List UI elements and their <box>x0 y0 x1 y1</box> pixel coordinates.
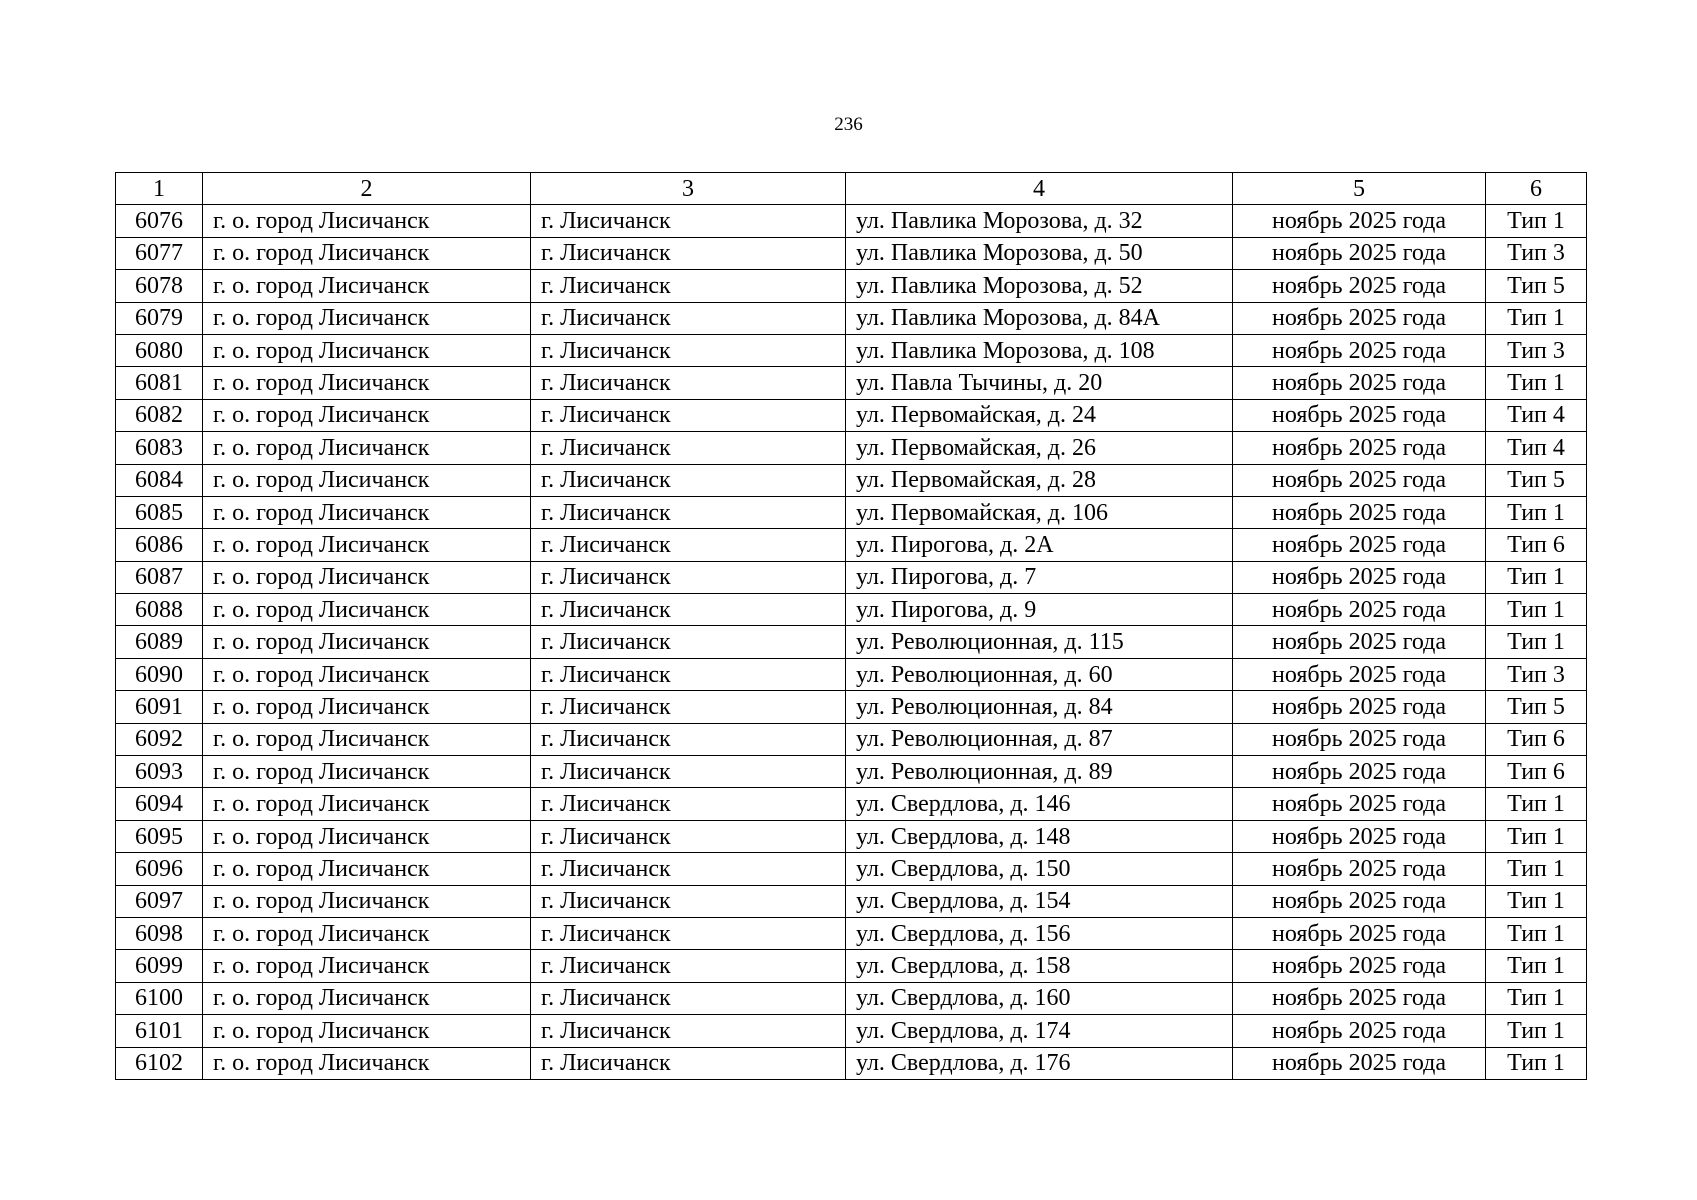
date-cell: ноябрь 2025 года <box>1233 950 1486 982</box>
table-row <box>116 917 1587 949</box>
address-cell: ул. Свердлова, д. 154 <box>846 885 1233 917</box>
address-cell: ул. Пирогова, д. 7 <box>846 561 1233 593</box>
municipality-cell: г. о. город Лисичанск <box>203 820 531 852</box>
date-cell: ноябрь 2025 года <box>1233 982 1486 1014</box>
table-body <box>116 205 1587 1080</box>
table-row <box>116 529 1587 561</box>
type-cell: Тип 1 <box>1486 367 1587 399</box>
table-row <box>116 399 1587 431</box>
date-cell: ноябрь 2025 года <box>1233 1015 1486 1047</box>
type-cell: Тип 5 <box>1486 270 1587 302</box>
locality-cell: г. Лисичанск <box>531 885 846 917</box>
municipality-cell: г. о. город Лисичанск <box>203 367 531 399</box>
table-header <box>116 173 1587 205</box>
locality-cell: г. Лисичанск <box>531 626 846 658</box>
type-cell: Тип 1 <box>1486 496 1587 528</box>
municipality-cell: г. о. город Лисичанск <box>203 723 531 755</box>
table-row <box>116 788 1587 820</box>
date-cell: ноябрь 2025 года <box>1233 594 1486 626</box>
address-cell: ул. Первомайская, д. 26 <box>846 432 1233 464</box>
municipality-cell: г. о. город Лисичанск <box>203 756 531 788</box>
row-number-cell: 6085 <box>116 496 203 528</box>
type-cell: Тип 4 <box>1486 432 1587 464</box>
table-row <box>116 594 1587 626</box>
address-cell: ул. Павлика Морозова, д. 84А <box>846 302 1233 334</box>
date-cell: ноябрь 2025 года <box>1233 302 1486 334</box>
locality-cell: г. Лисичанск <box>531 367 846 399</box>
address-cell: ул. Первомайская, д. 106 <box>846 496 1233 528</box>
date-cell: ноябрь 2025 года <box>1233 917 1486 949</box>
column-header-5: 5 <box>1233 173 1486 205</box>
type-cell: Тип 1 <box>1486 205 1587 237</box>
date-cell: ноябрь 2025 года <box>1233 496 1486 528</box>
municipality-cell: г. о. город Лисичанск <box>203 529 531 561</box>
municipality-cell: г. о. город Лисичанск <box>203 270 531 302</box>
table-row <box>116 626 1587 658</box>
row-number-cell: 6099 <box>116 950 203 982</box>
row-number-cell: 6080 <box>116 334 203 366</box>
type-cell: Тип 1 <box>1486 594 1587 626</box>
row-number-cell: 6095 <box>116 820 203 852</box>
date-cell: ноябрь 2025 года <box>1233 237 1486 269</box>
municipality-cell: г. о. город Лисичанск <box>203 399 531 431</box>
locality-cell: г. Лисичанск <box>531 561 846 593</box>
municipality-cell: г. о. город Лисичанск <box>203 205 531 237</box>
page-number: 236 <box>834 114 863 135</box>
locality-cell: г. Лисичанск <box>531 205 846 237</box>
header-row <box>116 173 1587 205</box>
row-number-cell: 6079 <box>116 302 203 334</box>
address-cell: ул. Революционная, д. 87 <box>846 723 1233 755</box>
table-row <box>116 1047 1587 1079</box>
table-row <box>116 820 1587 852</box>
locality-cell: г. Лисичанск <box>531 853 846 885</box>
row-number-cell: 6077 <box>116 237 203 269</box>
row-number-cell: 6090 <box>116 658 203 690</box>
locality-cell: г. Лисичанск <box>531 1047 846 1079</box>
column-header-6: 6 <box>1486 173 1587 205</box>
row-number-cell: 6081 <box>116 367 203 399</box>
column-header-3: 3 <box>531 173 846 205</box>
row-number-cell: 6093 <box>116 756 203 788</box>
date-cell: ноябрь 2025 года <box>1233 464 1486 496</box>
row-number-cell: 6097 <box>116 885 203 917</box>
address-cell: ул. Свердлова, д. 174 <box>846 1015 1233 1047</box>
row-number-cell: 6102 <box>116 1047 203 1079</box>
table-row <box>116 756 1587 788</box>
table-row <box>116 464 1587 496</box>
table-row <box>116 496 1587 528</box>
municipality-cell: г. о. город Лисичанск <box>203 594 531 626</box>
address-cell: ул. Свердлова, д. 148 <box>846 820 1233 852</box>
address-cell: ул. Пирогова, д. 2А <box>846 529 1233 561</box>
municipality-cell: г. о. город Лисичанск <box>203 237 531 269</box>
municipality-cell: г. о. город Лисичанск <box>203 853 531 885</box>
type-cell: Тип 6 <box>1486 529 1587 561</box>
row-number-cell: 6086 <box>116 529 203 561</box>
locality-cell: г. Лисичанск <box>531 464 846 496</box>
table-row <box>116 334 1587 366</box>
type-cell: Тип 6 <box>1486 723 1587 755</box>
type-cell: Тип 5 <box>1486 691 1587 723</box>
row-number-cell: 6101 <box>116 1015 203 1047</box>
row-number-cell: 6098 <box>116 917 203 949</box>
address-cell: ул. Революционная, д. 60 <box>846 658 1233 690</box>
table-row <box>116 658 1587 690</box>
type-cell: Тип 1 <box>1486 302 1587 334</box>
table-row <box>116 853 1587 885</box>
locality-cell: г. Лисичанск <box>531 529 846 561</box>
type-cell: Тип 1 <box>1486 561 1587 593</box>
row-number-cell: 6084 <box>116 464 203 496</box>
type-cell: Тип 1 <box>1486 917 1587 949</box>
row-number-cell: 6088 <box>116 594 203 626</box>
table-row <box>116 885 1587 917</box>
date-cell: ноябрь 2025 года <box>1233 270 1486 302</box>
type-cell: Тип 1 <box>1486 950 1587 982</box>
date-cell: ноябрь 2025 года <box>1233 399 1486 431</box>
address-cell: ул. Революционная, д. 89 <box>846 756 1233 788</box>
municipality-cell: г. о. город Лисичанск <box>203 950 531 982</box>
address-cell: ул. Революционная, д. 84 <box>846 691 1233 723</box>
type-cell: Тип 1 <box>1486 1015 1587 1047</box>
locality-cell: г. Лисичанск <box>531 658 846 690</box>
address-cell: ул. Павлика Морозова, д. 52 <box>846 270 1233 302</box>
locality-cell: г. Лисичанск <box>531 917 846 949</box>
row-number-cell: 6096 <box>116 853 203 885</box>
municipality-cell: г. о. город Лисичанск <box>203 982 531 1014</box>
address-cell: ул. Пирогова, д. 9 <box>846 594 1233 626</box>
address-cell: ул. Свердлова, д. 156 <box>846 917 1233 949</box>
locality-cell: г. Лисичанск <box>531 950 846 982</box>
date-cell: ноябрь 2025 года <box>1233 1047 1486 1079</box>
address-cell: ул. Павлика Морозова, д. 108 <box>846 334 1233 366</box>
municipality-cell: г. о. город Лисичанск <box>203 302 531 334</box>
municipality-cell: г. о. город Лисичанск <box>203 917 531 949</box>
municipality-cell: г. о. город Лисичанск <box>203 496 531 528</box>
date-cell: ноябрь 2025 года <box>1233 561 1486 593</box>
table-row <box>116 1015 1587 1047</box>
table-row <box>116 723 1587 755</box>
locality-cell: г. Лисичанск <box>531 270 846 302</box>
date-cell: ноябрь 2025 года <box>1233 626 1486 658</box>
municipality-cell: г. о. город Лисичанск <box>203 334 531 366</box>
type-cell: Тип 6 <box>1486 756 1587 788</box>
table-row <box>116 270 1587 302</box>
date-cell: ноябрь 2025 года <box>1233 723 1486 755</box>
municipality-cell: г. о. город Лисичанск <box>203 885 531 917</box>
address-cell: ул. Павлика Морозова, д. 50 <box>846 237 1233 269</box>
municipality-cell: г. о. город Лисичанск <box>203 1015 531 1047</box>
row-number-cell: 6076 <box>116 205 203 237</box>
type-cell: Тип 1 <box>1486 853 1587 885</box>
locality-cell: г. Лисичанск <box>531 399 846 431</box>
date-cell: ноябрь 2025 года <box>1233 658 1486 690</box>
type-cell: Тип 1 <box>1486 626 1587 658</box>
locality-cell: г. Лисичанск <box>531 594 846 626</box>
column-header-2: 2 <box>203 173 531 205</box>
register-table <box>115 172 1587 1080</box>
municipality-cell: г. о. город Лисичанск <box>203 691 531 723</box>
locality-cell: г. Лисичанск <box>531 756 846 788</box>
column-header-1: 1 <box>116 173 203 205</box>
table-row <box>116 302 1587 334</box>
date-cell: ноябрь 2025 года <box>1233 756 1486 788</box>
table-row <box>116 691 1587 723</box>
date-cell: ноябрь 2025 года <box>1233 885 1486 917</box>
locality-cell: г. Лисичанск <box>531 237 846 269</box>
date-cell: ноябрь 2025 года <box>1233 788 1486 820</box>
locality-cell: г. Лисичанск <box>531 691 846 723</box>
municipality-cell: г. о. город Лисичанск <box>203 464 531 496</box>
locality-cell: г. Лисичанск <box>531 982 846 1014</box>
row-number-cell: 6089 <box>116 626 203 658</box>
address-cell: ул. Первомайская, д. 24 <box>846 399 1233 431</box>
type-cell: Тип 1 <box>1486 982 1587 1014</box>
type-cell: Тип 1 <box>1486 885 1587 917</box>
municipality-cell: г. о. город Лисичанск <box>203 1047 531 1079</box>
table-row <box>116 950 1587 982</box>
row-number-cell: 6078 <box>116 270 203 302</box>
locality-cell: г. Лисичанск <box>531 432 846 464</box>
municipality-cell: г. о. город Лисичанск <box>203 626 531 658</box>
address-cell: ул. Павлика Морозова, д. 32 <box>846 205 1233 237</box>
table-row <box>116 982 1587 1014</box>
row-number-cell: 6083 <box>116 432 203 464</box>
address-cell: ул. Павла Тычины, д. 20 <box>846 367 1233 399</box>
address-cell: ул. Свердлова, д. 146 <box>846 788 1233 820</box>
type-cell: Тип 3 <box>1486 658 1587 690</box>
locality-cell: г. Лисичанск <box>531 820 846 852</box>
locality-cell: г. Лисичанск <box>531 302 846 334</box>
address-cell: ул. Революционная, д. 115 <box>846 626 1233 658</box>
address-cell: ул. Свердлова, д. 150 <box>846 853 1233 885</box>
row-number-cell: 6087 <box>116 561 203 593</box>
locality-cell: г. Лисичанск <box>531 496 846 528</box>
type-cell: Тип 1 <box>1486 788 1587 820</box>
type-cell: Тип 3 <box>1486 237 1587 269</box>
type-cell: Тип 5 <box>1486 464 1587 496</box>
row-number-cell: 6100 <box>116 982 203 1014</box>
locality-cell: г. Лисичанск <box>531 788 846 820</box>
table-row <box>116 561 1587 593</box>
municipality-cell: г. о. город Лисичанск <box>203 658 531 690</box>
table-row <box>116 205 1587 237</box>
row-number-cell: 6091 <box>116 691 203 723</box>
address-cell: ул. Свердлова, д. 160 <box>846 982 1233 1014</box>
address-cell: ул. Первомайская, д. 28 <box>846 464 1233 496</box>
table-row <box>116 237 1587 269</box>
table-row <box>116 367 1587 399</box>
date-cell: ноябрь 2025 года <box>1233 367 1486 399</box>
address-cell: ул. Свердлова, д. 158 <box>846 950 1233 982</box>
locality-cell: г. Лисичанск <box>531 1015 846 1047</box>
type-cell: Тип 4 <box>1486 399 1587 431</box>
date-cell: ноябрь 2025 года <box>1233 853 1486 885</box>
date-cell: ноябрь 2025 года <box>1233 334 1486 366</box>
table-row <box>116 432 1587 464</box>
date-cell: ноябрь 2025 года <box>1233 691 1486 723</box>
date-cell: ноябрь 2025 года <box>1233 432 1486 464</box>
date-cell: ноябрь 2025 года <box>1233 205 1486 237</box>
locality-cell: г. Лисичанск <box>531 723 846 755</box>
column-header-4: 4 <box>846 173 1233 205</box>
type-cell: Тип 1 <box>1486 820 1587 852</box>
locality-cell: г. Лисичанск <box>531 334 846 366</box>
date-cell: ноябрь 2025 года <box>1233 820 1486 852</box>
row-number-cell: 6082 <box>116 399 203 431</box>
municipality-cell: г. о. город Лисичанск <box>203 432 531 464</box>
row-number-cell: 6094 <box>116 788 203 820</box>
type-cell: Тип 3 <box>1486 334 1587 366</box>
municipality-cell: г. о. город Лисичанск <box>203 788 531 820</box>
address-cell: ул. Свердлова, д. 176 <box>846 1047 1233 1079</box>
row-number-cell: 6092 <box>116 723 203 755</box>
date-cell: ноябрь 2025 года <box>1233 529 1486 561</box>
municipality-cell: г. о. город Лисичанск <box>203 561 531 593</box>
type-cell: Тип 1 <box>1486 1047 1587 1079</box>
